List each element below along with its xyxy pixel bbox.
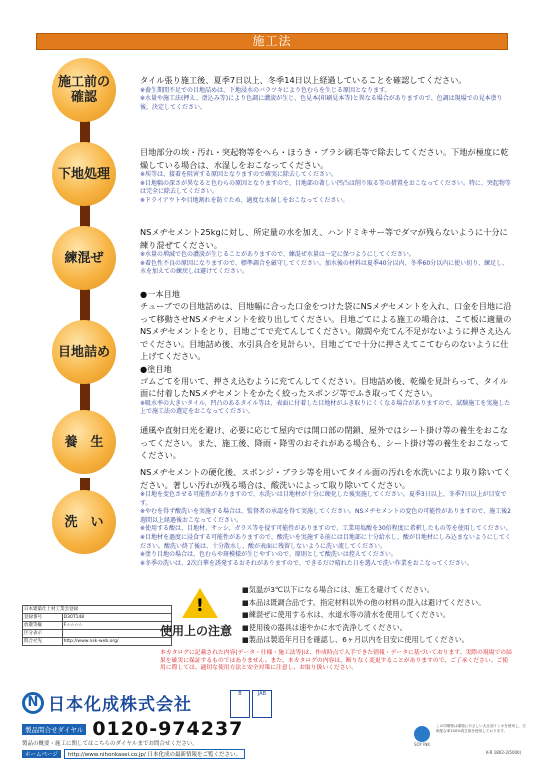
- table-cell: F☆☆☆☆: [62, 622, 171, 630]
- section-title: 施工法: [252, 34, 292, 48]
- table-cell: 放散等級: [23, 622, 63, 630]
- section-cure: [140, 424, 512, 462]
- prep-text: 目地部分の埃・汚れ・突起物等をへら・ほうき・ブラシ刷毛等で除去してください。下地が極度に乾燥している場合は、水湿しをおこなってください。: [140, 147, 509, 170]
- wash-note: ※目地材を過度に浸食する可能性がありますので、酸洗いを実施する前には目地部に十分給水し、酸が目地材にしみ込まないようにしてください。酸洗い終了後は、十分散水し、酸が表面に残留しないように洗い流してください。: [140, 533, 511, 550]
- step-circle-fill: 目地詰め: [52, 320, 116, 384]
- cure-text: 通風や直射日光を避け、必要に応じて屋内では開口部の閉鎖、屋外ではシート掛け等の養生をおこなってください。また、施工後、降雨・降雪のおそれがある場合も、シート掛け等の養生をおこなってください。: [140, 425, 509, 460]
- dial-footnote: 製品の概要・施工に関してはこちらのダイヤルまでお問合せください。: [22, 741, 198, 747]
- fill-method2-title: ●塗目地: [140, 363, 172, 374]
- recycle-note: この印刷物は環境にやさしい大豆油インキを使用し、古紙配合率100%再生紙を使用しております。: [436, 724, 526, 733]
- process-steps: [48, 58, 120, 538]
- prep-note: ※埃等は、接着を阻害する原因となりますので確実に除去してください。: [140, 171, 338, 178]
- section-check: [140, 74, 512, 112]
- mix-note: ※水量の増減で色の濃淡が生じることがありますので、練混ぜ水量は一定に保つようにしてください。: [140, 251, 415, 258]
- hp-link[interactable]: http://www.nihonkasei.co.jp/ 日本化成の最新情報をご覧ください。: [64, 749, 245, 759]
- cert-badge-b: B: [230, 690, 250, 718]
- step-circle-mix: 練混ぜ: [52, 226, 116, 290]
- step-circle-prep: 下地処理: [52, 142, 116, 206]
- fill-note: ※吸水率の大きいタイル、凹凸のあるタイル等は、表面に付着した目地材がふき取りにくくなる場合がありますので、試験施工を実施した上で施工法の選定をおこなってください。: [140, 399, 511, 416]
- caution-item: ■製品は製造年月日を確認し、6ヶ月以内を目安に使用してください。: [242, 635, 469, 645]
- registration-table: [22, 605, 172, 646]
- wash-note: ※塗り目地の場合は、色むらや斑模様が生じやすいので、原則として酸洗いは控えてください。: [140, 551, 397, 559]
- caution-item: ■使用後の器具は速やかに水で洗浄してください。: [242, 622, 407, 632]
- wash-note: ※目地を変色させる可能性がありますので、水洗いは目地材が十分に硬化した後実施してください。夏季3日以上、冬季7日以上が目安です。: [140, 491, 507, 507]
- prep-note: ※目地幅の深さが異なると色むらの原因となりますので、目地部の著しい凹凸は削り取る等の措置をおこなってください。特に、突起物等は完全に除去してください。: [140, 179, 511, 196]
- fill-method1-text: チューブでの目地詰めは、目地幅に合った口金をつけた袋にNSメヂセメントを入れ、口金を目地に沿って移動させNSメヂセメントを絞り出してください。目地ごてによる施工の場合は、こて板に適量のNSメヂセメントをとり、目地ごてで充てんしてください。隙間や充てん不足がないように押さえ込んでください。目地詰め後、水引具合を見計らい、目地ごてで十分に押さえてこてむらのないように仕上げてください。: [140, 301, 512, 361]
- table-cell: 登録番号: [23, 614, 63, 622]
- step-circle-check: 施工前の 確認: [52, 58, 116, 122]
- fill-method2-text: ゴムごてを用いて、押さえ込むように充てんしてください。目地詰め後、乾燥を見計らって、タイル面に付着したNSメヂセメントをかたく絞ったスポンジ等でふき取ってください。: [140, 375, 508, 398]
- soy-drop-icon: [414, 726, 430, 742]
- soy-ink-badge: [414, 726, 430, 747]
- table-cell: 区分表示: [23, 630, 63, 638]
- dial-tag: 製品問合せダイヤル: [22, 724, 86, 735]
- caution-label: 使用上の注意: [160, 624, 233, 638]
- table-cell: [62, 630, 171, 638]
- step-circle-cure: 養 生: [52, 410, 116, 474]
- company-name: 日本化成株式会社: [48, 695, 192, 715]
- section-prep: [140, 146, 512, 205]
- company-mark-icon: N: [22, 692, 44, 714]
- wash-note: ※やむを得ず酸洗いを実施する場合は、監督者の承認を得て実施してください。NSメヂセメントの変色の可能性がありますので、施工後2週間以上経過後おこなってください。: [140, 508, 511, 524]
- table-cell: 問合せ先: [23, 638, 63, 646]
- caution-item: ■本品は既調合品です。指定材料以外の他の材料の混入は避けてください。: [242, 597, 486, 607]
- caution-list: [242, 584, 512, 647]
- cert-badge-jab: JAB: [252, 690, 272, 718]
- caution-item: ■練混ぜに使用する水は、水道水等の清水を使用してください。: [242, 610, 451, 620]
- check-note: ※水量や施工法(押え、塗込み等)により色調に濃淡が生じ、色見本(印刷見本等)と異なる場合がありますので、色調は現場での見本塗り後、決定してください。: [140, 95, 503, 111]
- section-mix: [140, 226, 512, 277]
- section-header: [36, 33, 508, 50]
- catalog-code: K-R 1802-2(5000): [486, 750, 522, 755]
- mix-text: NSメヂセメント25kgに対し、所定量の水を加え、ハンドミキサー等でダマが残らないように十分に練り混ぜてください。: [140, 227, 508, 250]
- table-cell: D30T148: [62, 614, 171, 622]
- company-logo: [22, 690, 192, 715]
- wash-text: NSメヂセメントの硬化後、スポンジ・ブラシ等を用いてタイル面の汚れを水洗いにより取り除いてください。著しい汚れが残る場合は、酸洗いによって取り除いてください。: [140, 467, 512, 490]
- disclaimer: 本カタログに記載された内容(データ・仕様・施工法等)は、作成時点で入手できた情報・データに基づいております。実際の現場での結果を確実に保証するものではありません。また、本カタログの内容は、断りなく変更することがありますので、ご了承ください。ご使用に際しては、適切な使用方法と安全対策に注意し、お取り扱いください。: [160, 650, 512, 672]
- wash-note: ※使用する酸は、目地材、サッシ、ガラス等を侵す可能性がありますので、工業用塩酸を30倍程度に希釈したもの等を使用してください。: [140, 525, 512, 533]
- check-note: ※養生期間不足での目地詰めは、下地浸水のバラツキにより色むらを生じる原因となります。: [140, 86, 391, 94]
- step-circle-wash: 洗 い: [52, 490, 116, 554]
- fill-method1-title: ●一本目地: [140, 289, 180, 299]
- wash-note: ※冬季の洗いは、2次白華を誘発するおそれがありますので、できるだけ晴れた日を選んで洗い作業をおこなってください。: [140, 559, 473, 567]
- section-fill: [140, 288, 512, 417]
- caution-block: [160, 588, 240, 639]
- prep-note: ※ドライアウトや目地割れを防ぐため、適度な水湿しをおこなってください。: [140, 196, 349, 204]
- caution-item: ■気温が3℃以下になる場合には、施工を避けてください。: [242, 585, 434, 594]
- mix-note: ※着色性不良の原因になりますので、標準調合を厳守してください。加水後の材料は夏季40分以内、冬季60分以内に使い切り、練足し、水を加えての練戻しは避けてください。: [140, 259, 509, 276]
- table-cell: http://www.nsk-web.org/: [62, 638, 171, 646]
- hp-tag: ホームページ: [22, 750, 61, 758]
- dial-number[interactable]: 0120-974237: [92, 718, 244, 740]
- table-cell: 日本建築仕上材工業会登録: [23, 606, 172, 614]
- warning-icon: !: [182, 588, 218, 618]
- soy-label: SOY INK: [414, 742, 430, 747]
- homepage: [22, 749, 245, 759]
- check-text: タイル張り施工後、夏季7日以上、冬季14日以上経過していることを確認してください。: [140, 75, 467, 85]
- product-dial: [22, 718, 243, 740]
- section-wash: [140, 466, 512, 568]
